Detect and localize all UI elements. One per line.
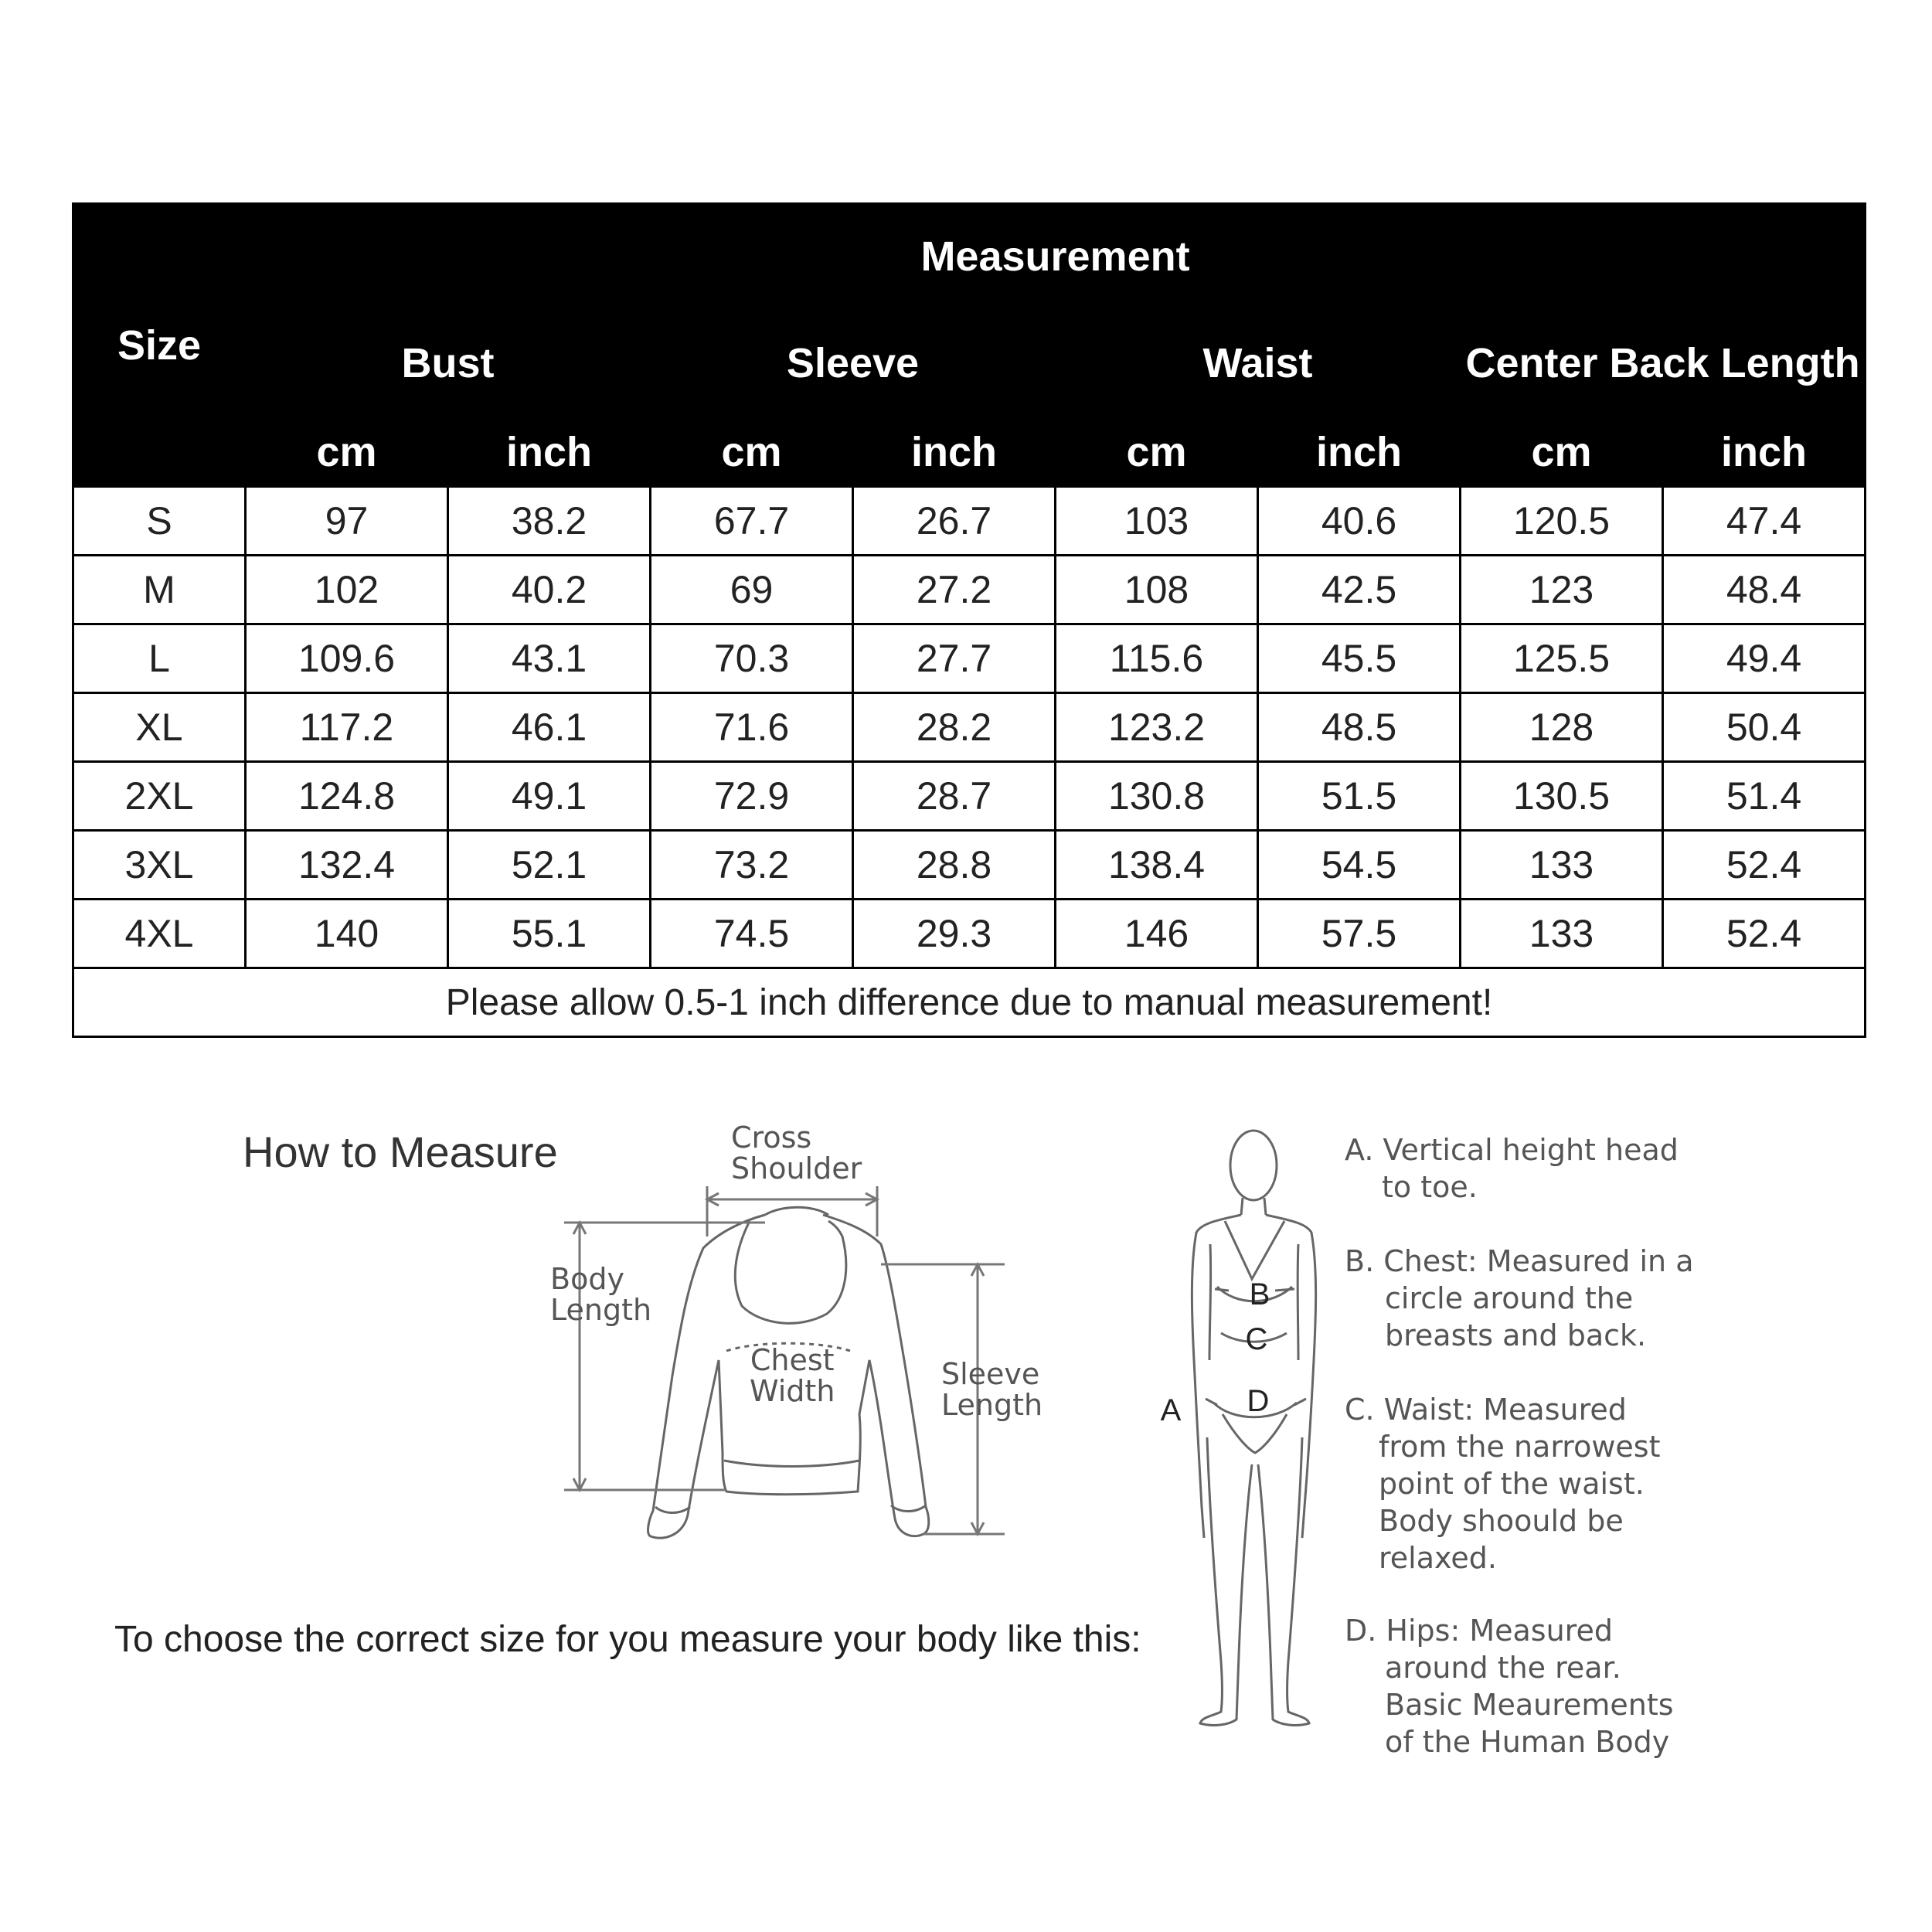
size-cell: L xyxy=(73,624,246,693)
table-row xyxy=(73,900,1866,968)
measurement-cell: 130.8 xyxy=(1056,762,1258,831)
group-header-bust: Bust xyxy=(246,309,651,418)
measurement-cell: 133 xyxy=(1461,900,1663,968)
description-c: C. Waist: Measured from the narrowest point of the waist. Body shoould be relaxed. xyxy=(1345,1393,1661,1575)
letter-d: D xyxy=(1247,1384,1270,1418)
measurement-cell: 55.1 xyxy=(448,900,651,968)
measurement-cell: 103 xyxy=(1056,487,1258,556)
measurement-cell: 117.2 xyxy=(246,693,448,762)
group-header-center-back-length: Center Back Length xyxy=(1461,309,1866,418)
measurement-cell: 123.2 xyxy=(1056,693,1258,762)
measurement-cell: 140 xyxy=(246,900,448,968)
measurement-cell: 74.5 xyxy=(651,900,853,968)
measurement-cell: 38.2 xyxy=(448,487,651,556)
measurement-cell: 42.5 xyxy=(1258,556,1461,624)
measurement-cell: 69 xyxy=(651,556,853,624)
how-to-measure-title: How to Measure xyxy=(243,1128,558,1176)
size-cell: M xyxy=(73,556,246,624)
sleeve-length-label: Sleeve Length xyxy=(941,1357,1043,1422)
measurement-cell: 97 xyxy=(246,487,448,556)
instruction-text: To choose the correct size for you measure your body like this: xyxy=(114,1619,1141,1660)
measurement-header: Measurement xyxy=(246,204,1866,309)
letter-a: A xyxy=(1160,1393,1182,1427)
measurement-cell: 52.4 xyxy=(1663,831,1866,900)
chest-width-label: Chest Width xyxy=(750,1343,835,1408)
measurement-cell: 40.2 xyxy=(448,556,651,624)
shirt-neckline xyxy=(735,1221,846,1323)
measurement-note: Please allow 0.5-1 inch difference due to manual measurement! xyxy=(73,968,1866,1037)
measurement-cell: 71.6 xyxy=(651,693,853,762)
unit-header: cm xyxy=(1056,418,1258,487)
measurement-cell: 124.8 xyxy=(246,762,448,831)
measurement-cell: 40.6 xyxy=(1258,487,1461,556)
measurement-cell: 29.3 xyxy=(853,900,1056,968)
measurement-cell: 130.5 xyxy=(1461,762,1663,831)
table-row xyxy=(73,762,1866,831)
unit-header: cm xyxy=(246,418,448,487)
measurement-cell: 28.8 xyxy=(853,831,1056,900)
measurement-cell: 146 xyxy=(1056,900,1258,968)
measurement-cell: 120.5 xyxy=(1461,487,1663,556)
measurement-cell: 46.1 xyxy=(448,693,651,762)
measurement-cell: 52.4 xyxy=(1663,900,1866,968)
measurement-cell: 138.4 xyxy=(1056,831,1258,900)
unit-header: cm xyxy=(1461,418,1663,487)
measurement-cell: 73.2 xyxy=(651,831,853,900)
measurement-cell: 109.6 xyxy=(246,624,448,693)
unit-header: cm xyxy=(651,418,853,487)
measurement-cell: 132.4 xyxy=(246,831,448,900)
size-cell: 2XL xyxy=(73,762,246,831)
measurement-cell: 49.1 xyxy=(448,762,651,831)
measurement-cell: 108 xyxy=(1056,556,1258,624)
measurement-cell: 47.4 xyxy=(1663,487,1866,556)
measurement-cell: 49.4 xyxy=(1663,624,1866,693)
size-cell: S xyxy=(73,487,246,556)
measurement-cell: 52.1 xyxy=(448,831,651,900)
table-row xyxy=(73,831,1866,900)
measurement-cell: 28.2 xyxy=(853,693,1056,762)
unit-header: inch xyxy=(1258,418,1461,487)
measurement-cell: 123 xyxy=(1461,556,1663,624)
measurement-cell: 51.5 xyxy=(1258,762,1461,831)
body-length-label: Body Length xyxy=(550,1262,652,1327)
measurement-cell: 51.4 xyxy=(1663,762,1866,831)
measurement-cell: 72.9 xyxy=(651,762,853,831)
size-chart-table xyxy=(72,202,1866,1038)
measurement-cell: 26.7 xyxy=(853,487,1056,556)
measurement-cell: 115.6 xyxy=(1056,624,1258,693)
measurement-cell: 102 xyxy=(246,556,448,624)
measurement-cell: 43.1 xyxy=(448,624,651,693)
measurement-cell: 48.5 xyxy=(1258,693,1461,762)
table-row xyxy=(73,624,1866,693)
measurement-cell: 67.7 xyxy=(651,487,853,556)
group-header-waist: Waist xyxy=(1056,309,1461,418)
letter-b: B xyxy=(1249,1277,1270,1311)
unit-header: inch xyxy=(448,418,651,487)
description-a: A. Vertical height head to toe. xyxy=(1345,1133,1679,1204)
unit-header: inch xyxy=(1663,418,1866,487)
description-b: B. Chest: Measured in a circle around the breasts and back. xyxy=(1345,1244,1694,1352)
size-cell: XL xyxy=(73,693,246,762)
measurement-cell: 57.5 xyxy=(1258,900,1461,968)
measurement-cell: 125.5 xyxy=(1461,624,1663,693)
unit-header: inch xyxy=(853,418,1056,487)
measurement-cell: 128 xyxy=(1461,693,1663,762)
measurement-cell: 27.2 xyxy=(853,556,1056,624)
description-d: D. Hips: Measured around the rear. Basic Meaurements of the Human Body xyxy=(1345,1614,1674,1759)
measurement-cell: 133 xyxy=(1461,831,1663,900)
measurement-cell: 45.5 xyxy=(1258,624,1461,693)
size-rows xyxy=(73,487,1866,968)
size-cell: 4XL xyxy=(73,900,246,968)
measurement-cell: 48.4 xyxy=(1663,556,1866,624)
table-row xyxy=(73,693,1866,762)
cross-shoulder-label: Cross Shoulder xyxy=(731,1121,862,1185)
size-cell: 3XL xyxy=(73,831,246,900)
table-row xyxy=(73,487,1866,556)
measurement-cell: 50.4 xyxy=(1663,693,1866,762)
size-header: Size xyxy=(73,204,246,487)
measurement-cell: 27.7 xyxy=(853,624,1056,693)
group-header-sleeve: Sleeve xyxy=(651,309,1056,418)
letter-c: C xyxy=(1245,1322,1268,1356)
measurement-cell: 28.7 xyxy=(853,762,1056,831)
measurement-cell: 70.3 xyxy=(651,624,853,693)
table-row xyxy=(73,556,1866,624)
measurement-cell: 54.5 xyxy=(1258,831,1461,900)
